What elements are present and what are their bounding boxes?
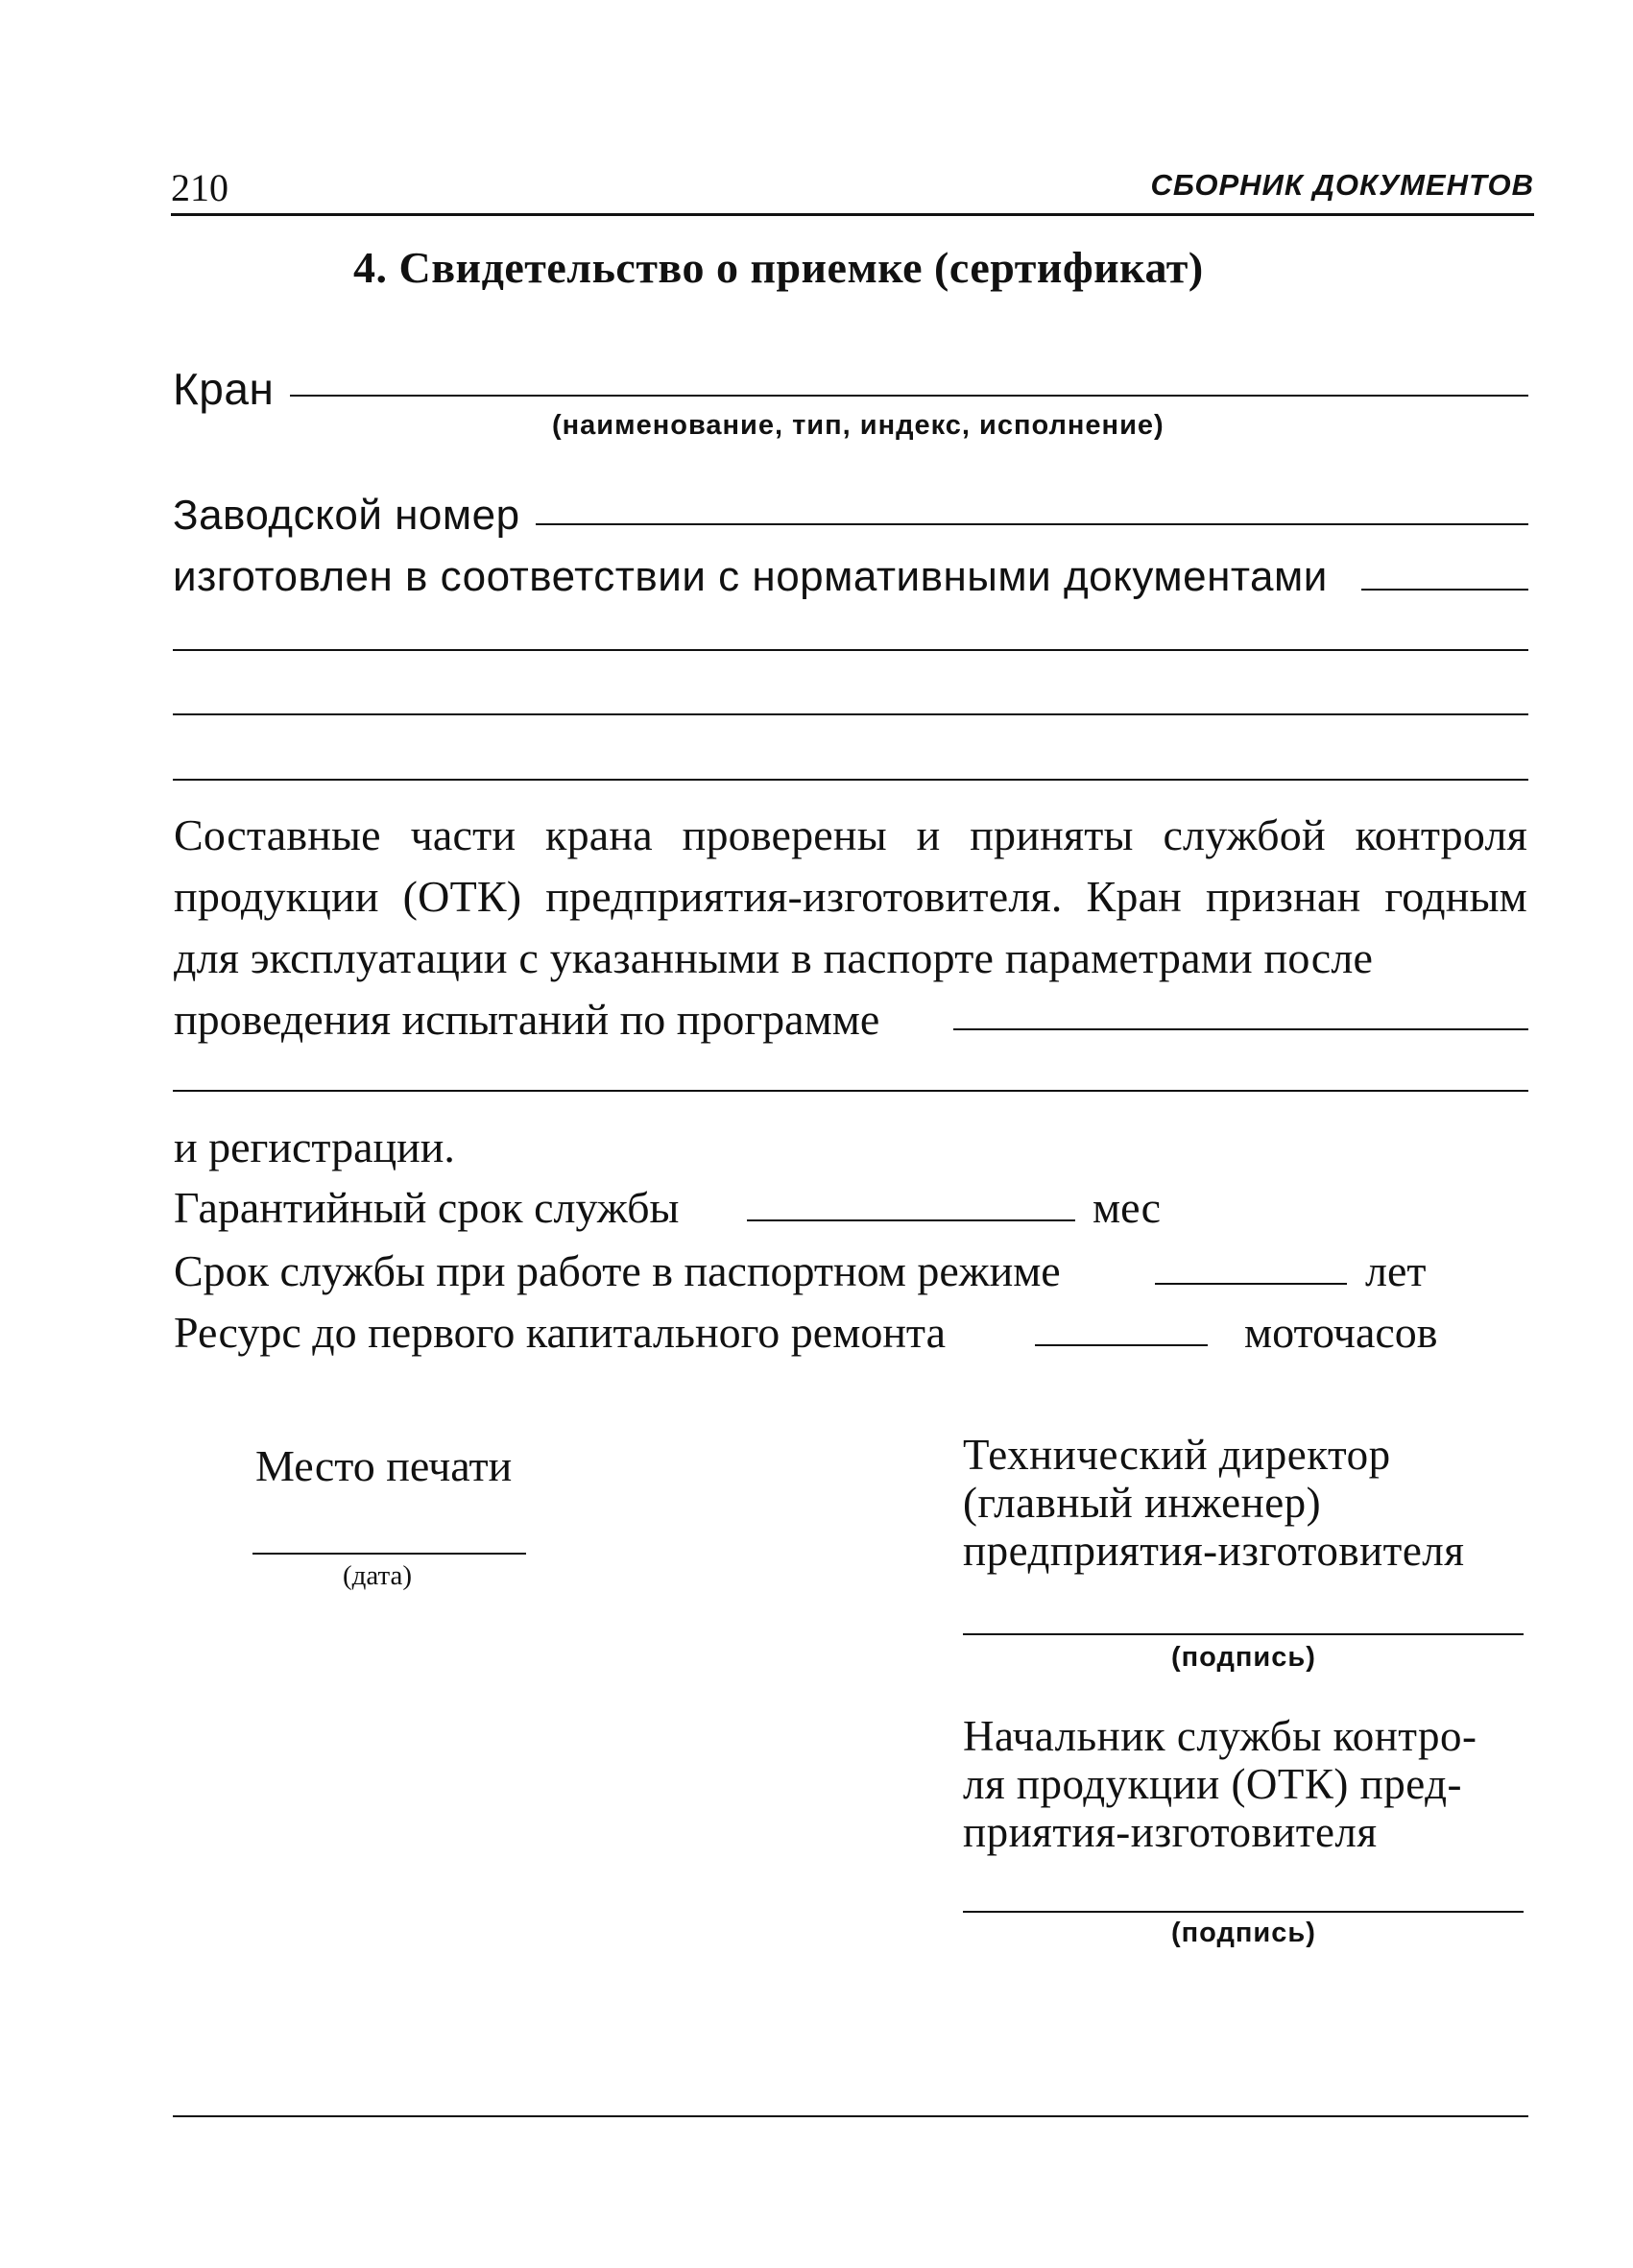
book-title: СБОРНИК ДОКУМЕНТОВ: [1150, 168, 1534, 202]
crane-caption: (наименование, тип, индекс, исполнение): [552, 410, 1165, 441]
manufactured-input-line: [1361, 589, 1528, 591]
resource-label: Ресурс до первого капитального ремонта: [174, 1308, 947, 1357]
warranty-input-line: [747, 1219, 1075, 1221]
registration-text: и регистрации.: [174, 1122, 455, 1171]
director-title-line: Технический директор: [963, 1431, 1391, 1479]
date-caption: (дата): [343, 1560, 413, 1591]
date-input-line: [252, 1553, 526, 1555]
document-title: 4. Свидетельство о приемке (сертификат): [353, 243, 1204, 292]
qc-head-block: [963, 1712, 1477, 1856]
serial-label: Заводской номер: [173, 492, 520, 539]
stamp-label: Место печати: [255, 1441, 513, 1490]
acceptance-paragraph: Составные части крана проверены и приняты службой контроля продукции (ОТК) предприятия-изготовителя. Кран признан годным для эксплуатации с указанными в паспорте параметрами после: [174, 810, 1527, 982]
footer-divider: [173, 2115, 1528, 2117]
program-label: проведения испытаний по программе: [174, 995, 880, 1044]
director-signature-caption: (подпись): [1171, 1642, 1316, 1673]
serial-input-line: [536, 523, 1528, 525]
resource-unit: моточасов: [1244, 1308, 1438, 1357]
page-number: 210: [171, 166, 228, 209]
program-blank-line: [173, 1090, 1528, 1092]
technical-director-block: [963, 1431, 1464, 1575]
service-life-label: Срок службы при работе в паспортном режиме: [174, 1246, 1061, 1295]
program-input-line: [953, 1028, 1528, 1030]
warranty-unit: мес: [1093, 1183, 1162, 1232]
qc-line-2: ля продукции (ОТК) пред-: [963, 1760, 1463, 1808]
qc-signature-line: [963, 1911, 1524, 1913]
qc-line-3: приятия-изготовителя: [963, 1808, 1378, 1856]
director-subtitle-line: (главный инженер): [963, 1479, 1322, 1527]
service-life-unit: лет: [1365, 1246, 1427, 1295]
blank-line-2: [173, 713, 1528, 715]
resource-input-line: [1035, 1344, 1208, 1346]
blank-line-3: [173, 779, 1528, 781]
director-org-line: предприятия-изготовителя: [963, 1527, 1465, 1575]
crane-label: Кран: [173, 364, 275, 414]
qc-signature-caption: (подпись): [1171, 1918, 1316, 1948]
blank-line-1: [173, 649, 1528, 651]
service-life-input-line: [1155, 1283, 1347, 1285]
director-signature-line: [963, 1633, 1524, 1635]
warranty-label: Гарантийный срок службы: [174, 1183, 680, 1232]
header-divider: [171, 213, 1534, 216]
qc-line-1: Начальник службы контро-: [963, 1712, 1477, 1760]
manufactured-label: изготовлен в соответствии с нормативными документами: [173, 553, 1328, 600]
crane-input-line: [290, 395, 1528, 397]
